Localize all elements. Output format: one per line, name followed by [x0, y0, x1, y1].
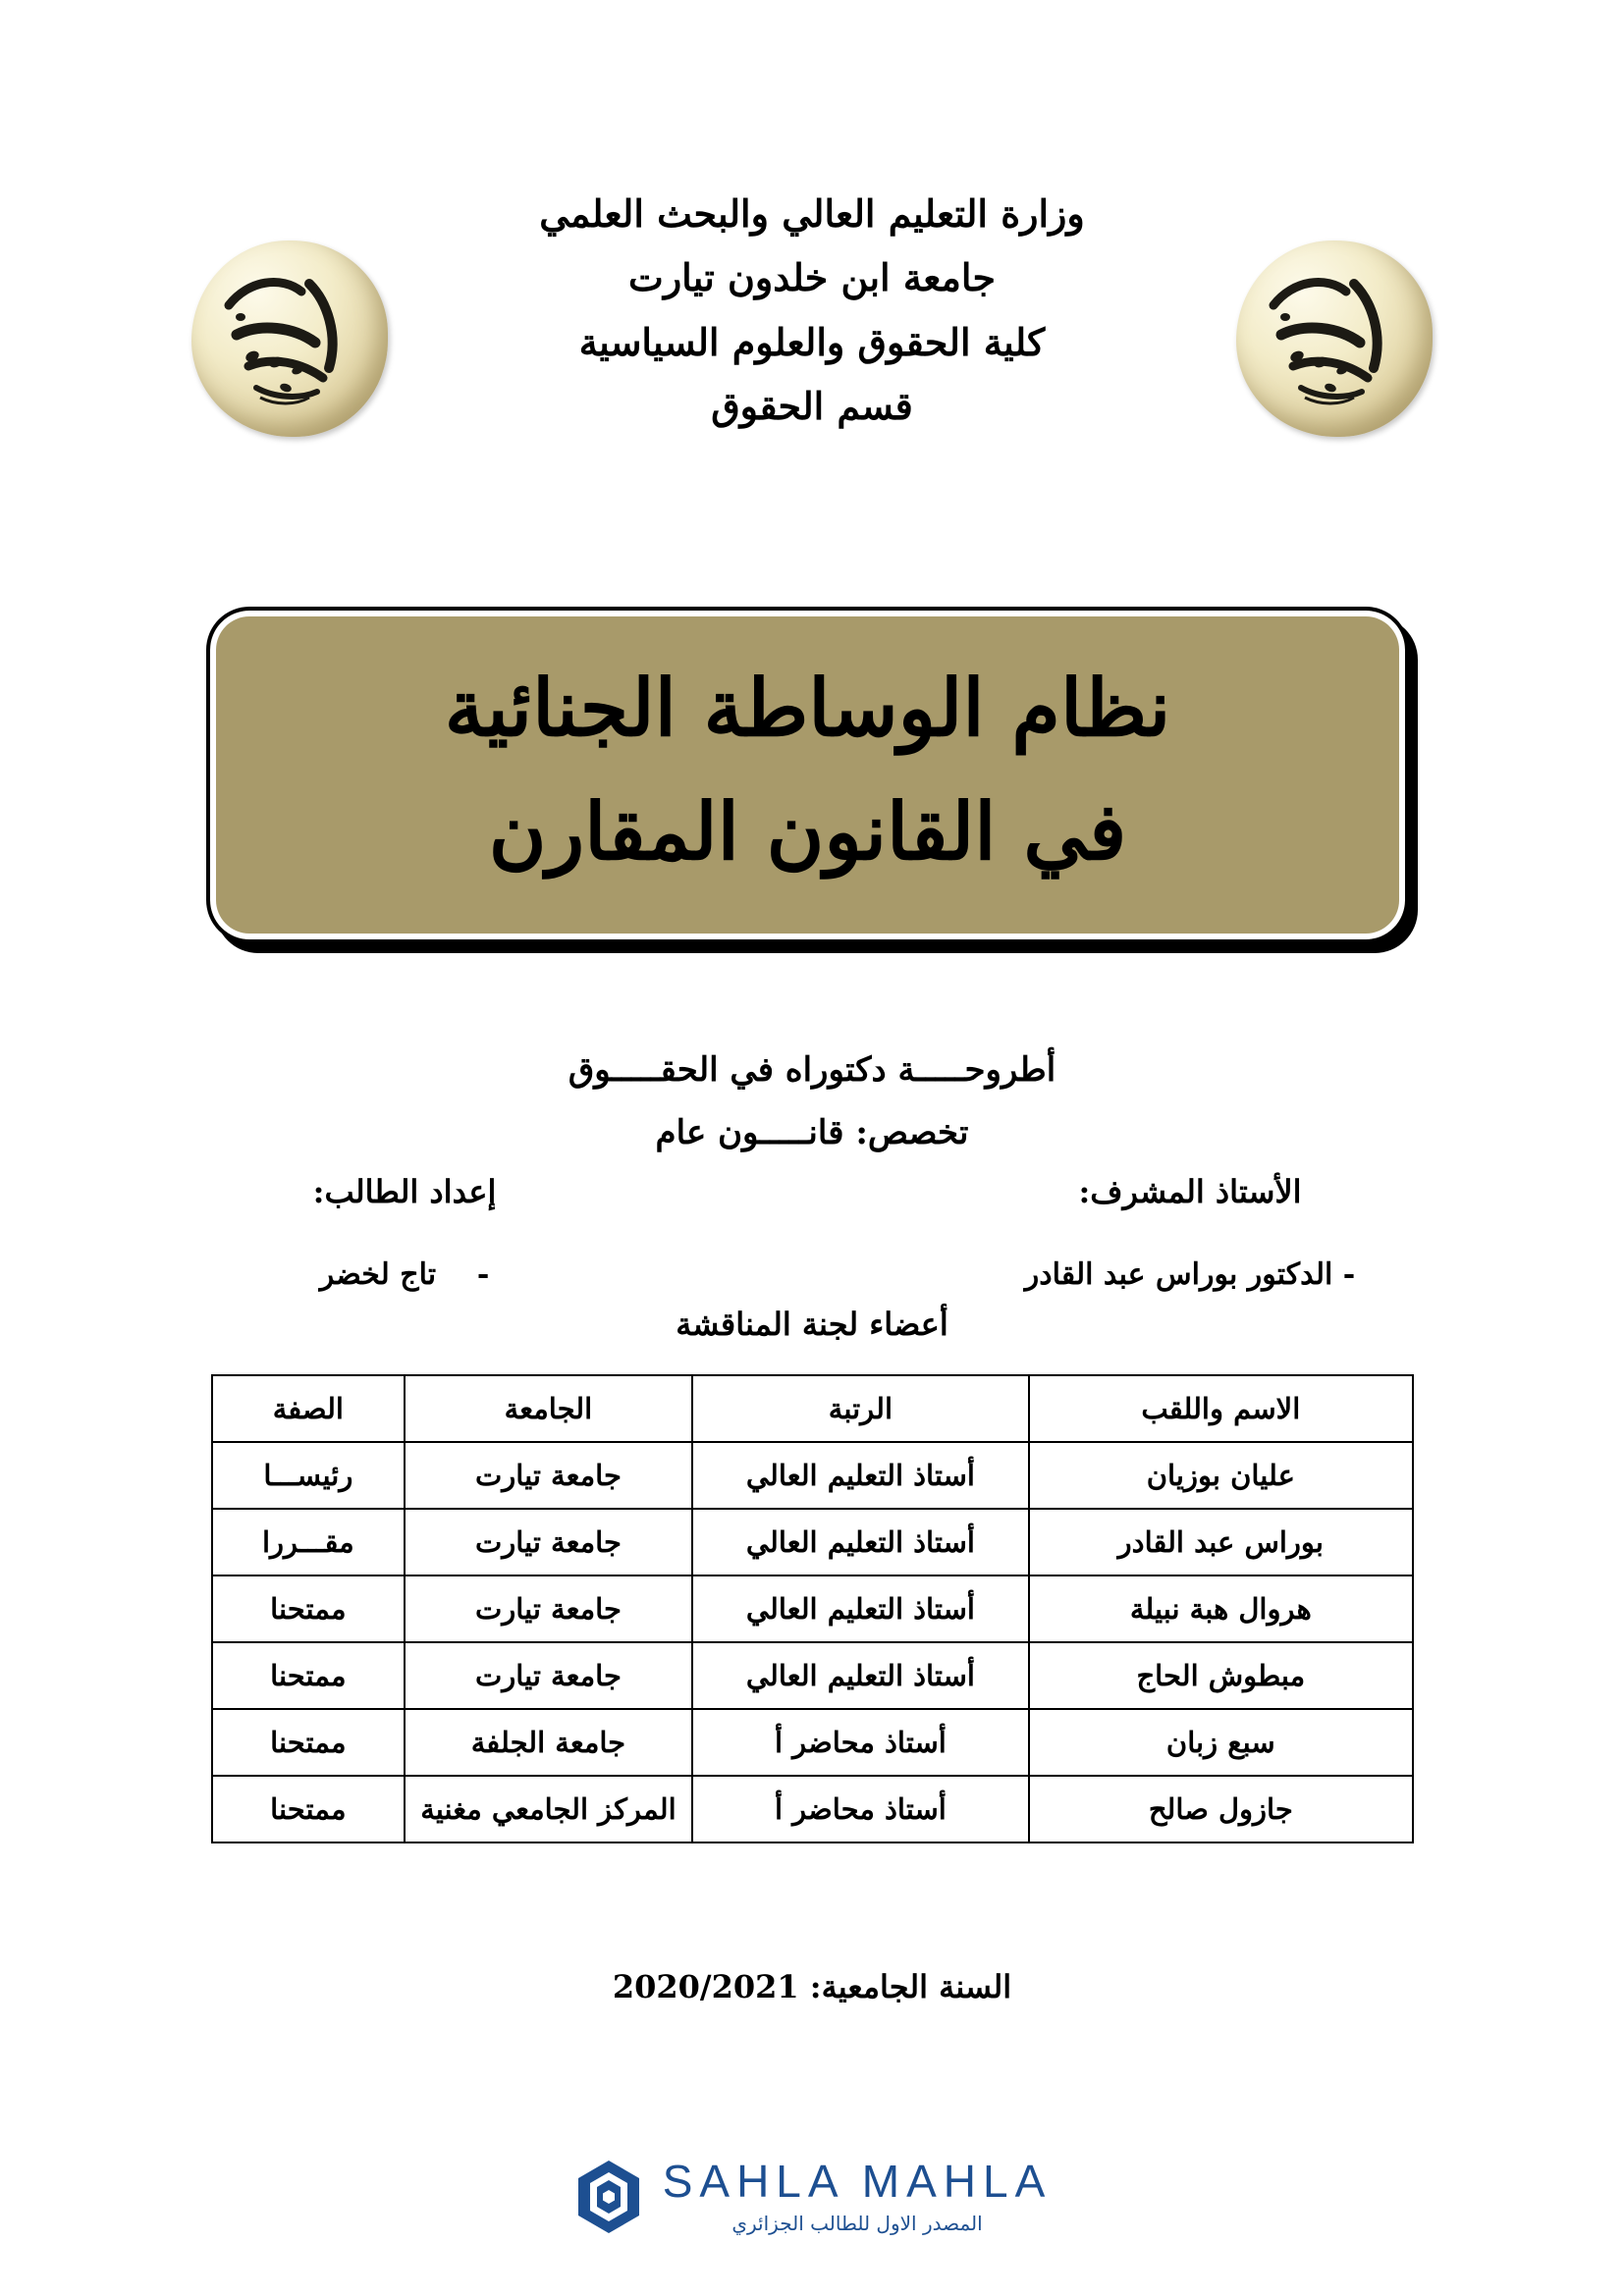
sahla-mahla-logo-icon [572, 2159, 645, 2235]
cell-university: جامعة الجلفة [405, 1709, 693, 1776]
cell-rank: أستاذ التعليم العالي [692, 1509, 1028, 1575]
cell-role: مقـــررا [212, 1509, 405, 1575]
speciality-line: تخصص: قانـــــون عام [655, 1113, 969, 1153]
cell-name: مبطوش الحاج [1029, 1642, 1413, 1709]
supervisor-label: الأستاذ المشرف: [1078, 1173, 1302, 1210]
table-row [212, 1509, 1413, 1575]
department-line: قسم الحقوق [711, 384, 913, 429]
column-header-university: الجامعة [405, 1375, 693, 1442]
table-row [212, 1442, 1413, 1509]
student-name: - تاج لخضر [319, 1257, 490, 1292]
people-section [0, 1173, 1624, 1292]
thesis-title-box [206, 607, 1409, 943]
thesis-meta [0, 1043, 1624, 1160]
cell-rank: أستاذ محاضر أ [692, 1709, 1028, 1776]
student-label: إعداد الطالب: [312, 1173, 497, 1210]
cell-university: المركز الجامعي مغنية [405, 1776, 693, 1842]
thesis-title-container [206, 607, 1409, 943]
brand-name: SAHLA MAHLA [662, 2156, 1053, 2207]
cell-name: هروال هبة نبيلة [1029, 1575, 1413, 1642]
column-header-role: الصفة [212, 1375, 405, 1442]
cell-role: ممتحنا [212, 1709, 405, 1776]
cell-name: سبع زبان [1029, 1709, 1413, 1776]
cell-rank: أستاذ التعليم العالي [692, 1442, 1028, 1509]
degree-line: أطروحـــــة دكتوراه في الحقـــــوق [568, 1050, 1056, 1090]
cell-role: ممتحنا [212, 1776, 405, 1842]
cell-name: جازول صالح [1029, 1776, 1413, 1842]
thesis-title-line-2: في القانون المقارن [488, 785, 1127, 879]
student-block [179, 1173, 630, 1292]
table-header-row [212, 1375, 1413, 1442]
cell-university: جامعة تيارت [405, 1642, 693, 1709]
thesis-title-line-1: نظام الوساطة الجنائية [444, 662, 1171, 754]
jury-table-container [211, 1374, 1414, 1843]
ministry-line: وزارة التعليم العالي والبحث العلمي [539, 191, 1085, 236]
jury-table [211, 1374, 1414, 1843]
cell-university: جامعة تيارت [405, 1442, 693, 1509]
faculty-line: كلية الحقوق والعلوم السياسية [578, 319, 1046, 364]
cell-role: ممتحنا [212, 1642, 405, 1709]
cell-name: عليان بوزيان [1029, 1442, 1413, 1509]
table-row [212, 1575, 1413, 1642]
cell-university: جامعة تيارت [405, 1575, 693, 1642]
column-header-rank: الرتبة [692, 1375, 1028, 1442]
table-row [212, 1642, 1413, 1709]
brand-tagline: المصدر الاول للطالب الجزائري [731, 2212, 983, 2235]
cell-university: جامعة تيارت [405, 1509, 693, 1575]
cell-name: بوراس عبد القادر [1029, 1509, 1413, 1575]
supervisor-block [935, 1173, 1445, 1292]
cell-rank: أستاذ التعليم العالي [692, 1642, 1028, 1709]
academic-year: السنة الجامعية: 2020/2021 [612, 1968, 1012, 2005]
supervisor-name: - الدكتور بوراس عبد القادر [1024, 1257, 1356, 1292]
column-header-name: الاسم واللقب [1029, 1375, 1413, 1442]
university-line: جامعة ابن خلدون تيارت [628, 255, 996, 300]
table-row [212, 1709, 1413, 1776]
cell-role: ممتحنا [212, 1575, 405, 1642]
cell-role: رئيســـا [212, 1442, 405, 1509]
footer-watermark [0, 2156, 1624, 2235]
jury-heading: أعضاء لجنة المناقشة [676, 1306, 948, 1343]
institution-header [0, 182, 1624, 438]
cell-rank: أستاذ محاضر أ [692, 1776, 1028, 1842]
table-row [212, 1776, 1413, 1842]
cell-rank: أستاذ التعليم العالي [692, 1575, 1028, 1642]
